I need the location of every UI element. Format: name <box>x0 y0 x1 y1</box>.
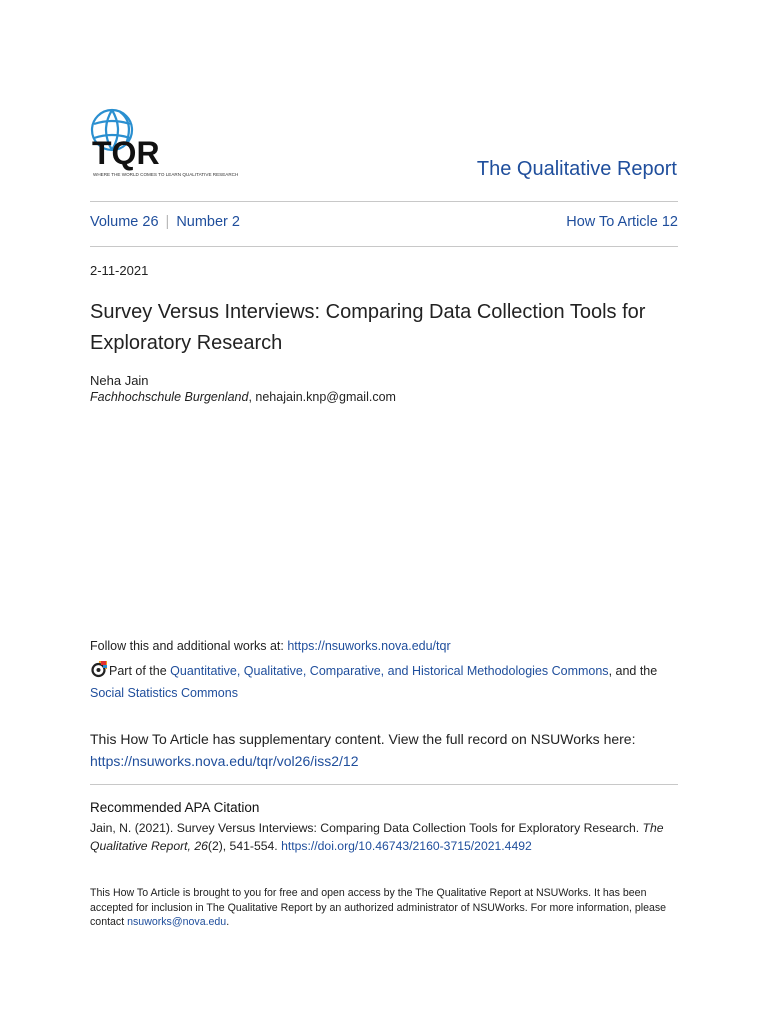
header-rule-bottom <box>90 246 678 247</box>
institution-name: Fachhochschule Burgenland <box>90 390 249 404</box>
citation-start: Jain, N. (2021). Survey Versus Interviews: Comparing Data Collection Tools for Exploratory Research. <box>90 821 643 835</box>
supplementary-block <box>90 728 680 772</box>
supplementary-text: This How To Article has supplementary content. View the full record on NSUWorks here: <box>90 731 636 747</box>
citation-journal: The Qualitative Report, 26 <box>90 821 664 853</box>
number-link[interactable]: Number 2 <box>176 214 240 230</box>
article-title: Survey Versus Interviews: Comparing Data Collection Tools for Exploratory Research <box>90 301 646 354</box>
author-affiliation <box>90 390 396 404</box>
citation-text <box>90 820 680 855</box>
follow-prefix: Follow this and additional works at: <box>90 639 288 653</box>
header-rule-top <box>90 201 678 202</box>
tqr-home-link[interactable]: https://nsuworks.nova.edu/tqr <box>287 639 451 653</box>
access-notice-end: . <box>226 916 230 928</box>
journal-title-link[interactable]: The Qualitative Report <box>476 158 677 180</box>
part-of-middle: , and the <box>608 664 658 678</box>
follow-line <box>90 639 451 653</box>
citation-heading: Recommended APA Citation <box>90 800 260 815</box>
social-statistics-commons-link[interactable]: Social Statistics Commons <box>90 685 238 700</box>
article-number-link[interactable]: How To Article 12 <box>566 214 678 230</box>
access-notice <box>90 886 680 930</box>
email-separator: , <box>248 390 256 404</box>
logo-letters: TQR <box>92 135 160 171</box>
issue-separator: | <box>165 214 170 230</box>
access-notice-text: This How To Article is brought to you for free and open access by the The Qualitative Report at NSUWorks. It has been accepted for inclusion in The Qualitative Report by an authorized administrator of NSUWorks. For more information, please contact <box>90 887 667 928</box>
part-of-prefix: Part of the <box>109 664 171 678</box>
commons-network-icon <box>90 661 107 678</box>
full-record-link[interactable]: https://nsuworks.nova.edu/tqr/vol26/iss2/12 <box>90 753 359 769</box>
publication-date: 2-11-2021 <box>90 263 149 278</box>
part-of-block <box>90 661 680 704</box>
author-email: nehajain.knp@gmail.com <box>255 390 396 404</box>
methodologies-commons-link[interactable]: Quantitative, Qualitative, Comparative, and Historical Methodologies Commons <box>170 664 609 678</box>
logo-tagline: WHERE THE WORLD COMES TO LEARN QUALITATIVE RESEARCH <box>93 172 239 177</box>
doi-link[interactable]: https://doi.org/10.46743/2160-3715/2021.4492 <box>281 838 532 853</box>
issue-row <box>90 214 678 232</box>
author-name: Neha Jain <box>90 373 149 388</box>
tqr-logo <box>90 108 239 182</box>
contact-email-link[interactable]: nsuworks@nova.edu <box>127 916 227 928</box>
citation-end: (2), 541-554. <box>207 838 282 853</box>
citation-rule <box>90 784 678 785</box>
volume-link[interactable]: Volume 26 <box>90 214 159 230</box>
